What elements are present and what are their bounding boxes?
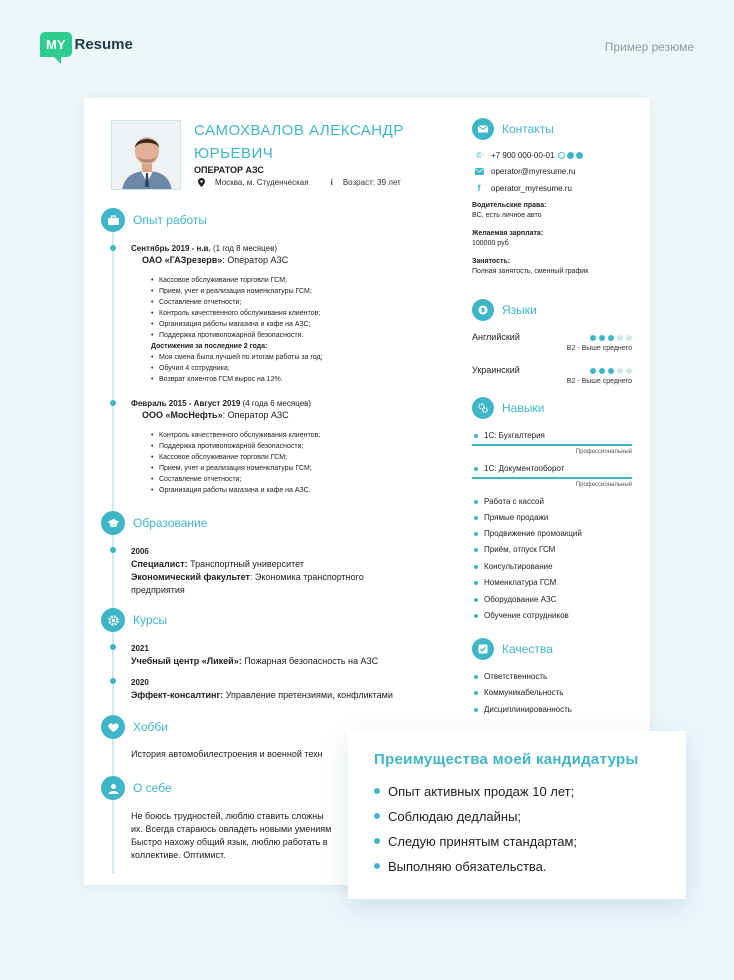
contact-facebook[interactable] bbox=[474, 183, 572, 193]
rating-dot bbox=[590, 368, 596, 374]
job-company: ОАО «ГАЗрезерв» bbox=[142, 255, 223, 265]
bullet-icon bbox=[474, 548, 478, 552]
job-duration: (1 год 8 месяцев) bbox=[210, 244, 277, 253]
employment-label: Занятость: bbox=[472, 258, 511, 265]
course-org: Эффект-консалтинг: bbox=[131, 690, 224, 700]
list-item: • Прием, учет и реализация номенклатуры ГСМ; bbox=[151, 463, 320, 474]
bullet-icon bbox=[474, 691, 478, 695]
bullet-icon bbox=[474, 532, 478, 536]
age-text: Возраст: 39 лет bbox=[342, 178, 401, 187]
facebook-icon: f bbox=[477, 183, 481, 193]
bullet-icon bbox=[474, 598, 478, 602]
section-contacts-title: Контакты bbox=[502, 122, 554, 136]
gears-icon bbox=[472, 397, 494, 419]
skill-item bbox=[474, 562, 553, 571]
bullet-icon bbox=[474, 516, 478, 520]
education-entry bbox=[131, 545, 364, 597]
job-duration: (4 года 6 месяцев) bbox=[240, 399, 312, 408]
list-item: • Составление отчетности; bbox=[151, 297, 323, 308]
bullet-icon bbox=[474, 708, 478, 712]
candidate-name bbox=[194, 119, 434, 165]
section-education-title: Образование bbox=[133, 516, 208, 530]
list-item: • Кассовое обслуживание торговли ГСМ; bbox=[151, 452, 320, 463]
rating-dot bbox=[617, 368, 623, 374]
section-hobby-title: Хобби bbox=[133, 720, 168, 734]
skill-level: Профессиональный bbox=[575, 449, 632, 455]
skill-name: Продвижение промоакций bbox=[484, 529, 582, 538]
quality-item bbox=[474, 688, 563, 697]
rating-dot bbox=[599, 368, 605, 374]
advantages-card bbox=[348, 731, 686, 899]
skill-item bbox=[474, 464, 564, 473]
location-item bbox=[198, 178, 309, 187]
section-languages-title: Языки bbox=[502, 303, 537, 317]
section-contacts-header bbox=[472, 118, 554, 140]
brand-logo-badge: MY bbox=[40, 32, 72, 57]
heart-icon bbox=[101, 715, 125, 739]
skill-item bbox=[474, 497, 544, 506]
skill-name: Прямые продажи bbox=[484, 513, 549, 522]
education-faculty-value: : Экономика транспортного bbox=[249, 572, 364, 582]
education-year: 2006 bbox=[131, 547, 149, 556]
job-entry bbox=[131, 243, 323, 385]
messenger-icons bbox=[558, 152, 583, 159]
about-line: их. Всегда стараюсь овладеть новыми умениям bbox=[131, 824, 332, 834]
rating-dot bbox=[608, 368, 614, 374]
email-text: operator@myresume.ru bbox=[491, 167, 576, 176]
section-courses-header bbox=[101, 608, 167, 632]
section-qualities-title: Качества bbox=[502, 642, 553, 656]
briefcase-icon bbox=[101, 208, 125, 232]
job-duties-list bbox=[151, 430, 320, 496]
about-text bbox=[131, 810, 331, 862]
section-experience-header bbox=[101, 208, 207, 232]
list-item: • Возврат клиентов ГСМ вырос на 12%. bbox=[151, 374, 323, 385]
rating-dot bbox=[617, 335, 623, 341]
phone-icon: ✆ bbox=[475, 151, 483, 160]
language-name: Английский bbox=[472, 332, 520, 342]
education-faculty-label: Экономический факультет bbox=[131, 572, 250, 582]
license-label: Водительские права: bbox=[472, 202, 547, 209]
language-level: B2 - Выше среднего bbox=[566, 345, 632, 352]
education-faculty-value-cont: предприятия bbox=[131, 585, 185, 595]
language-rating bbox=[590, 335, 632, 341]
candidate-name-line2: ЮРЬЕВИЧ bbox=[194, 145, 274, 162]
skill-name: Номенклатура ГСМ bbox=[484, 578, 557, 587]
quality-name: Ответственность bbox=[484, 672, 548, 681]
language-level: B2 - Выше среднего bbox=[566, 378, 632, 385]
timeline-dot bbox=[110, 547, 116, 553]
course-entry bbox=[131, 676, 393, 702]
skill-name: 1С: Документооборот bbox=[484, 464, 565, 473]
gear-icon bbox=[101, 608, 125, 632]
list-item: • Моя смена была лучшей по итогам работы за год; bbox=[151, 352, 323, 363]
employment-info bbox=[472, 257, 588, 277]
age-item bbox=[331, 178, 401, 187]
job-period: Февраль 2015 - Август 2019 bbox=[131, 399, 241, 408]
course-entry bbox=[131, 642, 378, 668]
list-item: • Контроль качественного обслуживания клиентов; bbox=[151, 308, 323, 319]
skill-item bbox=[474, 578, 556, 587]
skill-item bbox=[474, 611, 569, 620]
advantages-title: Преимущества моей кандидатуры bbox=[374, 751, 639, 768]
about-line: Быстро нахожу общий язык, люблю работать в bbox=[131, 837, 328, 847]
phone-text: +7 900 000-00-01 bbox=[491, 151, 555, 160]
skill-name: Приём, отпуск ГСМ bbox=[484, 545, 556, 554]
list-item: • Поддержка противопожарной безопасности; bbox=[151, 441, 320, 452]
bullet-icon bbox=[474, 581, 478, 585]
job-company: ООО «МосНефть» bbox=[142, 410, 223, 420]
list-item: • Организация работы магазина и кафе на АЗС; bbox=[151, 319, 323, 330]
list-item: • Составление отчетности; bbox=[151, 474, 320, 485]
quality-name: Дисциплинированность bbox=[484, 705, 572, 714]
skill-item bbox=[474, 513, 548, 522]
section-courses-title: Курсы bbox=[133, 613, 168, 627]
skill-name: 1С: Бухгалтерия bbox=[484, 431, 545, 440]
timeline-dot bbox=[110, 678, 116, 684]
language-rating bbox=[590, 368, 632, 374]
job-entry bbox=[131, 398, 320, 496]
timeline-dot bbox=[110, 245, 116, 251]
section-skills-header bbox=[472, 397, 544, 419]
bullet-icon bbox=[474, 467, 478, 471]
skill-item bbox=[474, 545, 555, 554]
quality-item bbox=[474, 672, 547, 681]
employment-value: Полная занятость, сменный график bbox=[472, 268, 589, 275]
candidate-position: ОПЕРАТОР АЗС bbox=[194, 165, 264, 175]
list-item: • Обучил 4 сотрудника; bbox=[151, 363, 323, 374]
timeline-dot bbox=[110, 644, 116, 650]
language-item bbox=[472, 365, 632, 385]
rating-dot bbox=[626, 335, 632, 341]
section-qualities-header bbox=[472, 638, 553, 660]
section-languages-header bbox=[472, 299, 537, 321]
sample-label: Пример резюме bbox=[604, 40, 694, 54]
achievements-title: Достижения за последние 2 года: bbox=[151, 343, 268, 350]
bullet-icon bbox=[474, 675, 478, 679]
location-pin-icon bbox=[198, 178, 205, 187]
rating-dot bbox=[608, 335, 614, 341]
skill-name: Работа с кассой bbox=[484, 497, 544, 506]
salary-info bbox=[472, 229, 543, 249]
bullet-icon bbox=[474, 565, 478, 569]
bullet-icon bbox=[474, 434, 478, 438]
skill-item bbox=[474, 431, 545, 440]
job-role: : Оператор АЗС bbox=[222, 255, 289, 265]
candidate-name-line1: САМОХВАЛОВ АЛЕКСАНДР bbox=[194, 122, 404, 139]
viber-icon bbox=[567, 152, 574, 159]
education-degree-value: Транспортный университет bbox=[187, 559, 304, 569]
brand-logo[interactable] bbox=[40, 32, 133, 57]
course-topic: Пожарная безопасность на АЗС bbox=[241, 656, 379, 666]
section-skills-title: Навыки bbox=[502, 401, 545, 415]
envelope-icon bbox=[472, 118, 494, 140]
rating-dot bbox=[599, 335, 605, 341]
salary-label: Желаемая зарплата: bbox=[472, 230, 544, 237]
whatsapp-icon bbox=[558, 152, 565, 159]
skill-level-bar bbox=[472, 444, 632, 446]
about-line: Не боюсь трудностей, люблю ставить сложны bbox=[131, 811, 324, 821]
job-period: Сентябрь 2019 - н.в. bbox=[131, 244, 211, 253]
course-year: 2020 bbox=[131, 678, 149, 687]
skill-name: Консультирование bbox=[484, 562, 553, 571]
checkbox-icon bbox=[472, 638, 494, 660]
course-org: Учебный центр «Ликей»: bbox=[131, 656, 242, 666]
person-icon bbox=[101, 776, 125, 800]
skill-item bbox=[474, 529, 582, 538]
job-role: : Оператор АЗС bbox=[222, 410, 289, 420]
list-item: • Прием, учет и реализация номенклатуры ГСМ; bbox=[151, 286, 323, 297]
list-item: Опыт активных продаж 10 лет; bbox=[374, 779, 660, 804]
location-text: Москва, м. Студенческая bbox=[215, 178, 309, 187]
section-hobby-header bbox=[101, 715, 168, 739]
profile-photo bbox=[111, 120, 181, 190]
rating-dot bbox=[626, 368, 632, 374]
skill-level: Профессиональный bbox=[575, 482, 632, 488]
license-value: BC, есть личное авто bbox=[472, 212, 542, 219]
language-name: Украинский bbox=[472, 365, 520, 375]
about-line: коллективе. Оптимист. bbox=[131, 850, 226, 860]
list-item: • Кассовое обслуживание торговли ГСМ; bbox=[151, 275, 323, 286]
salary-value: 100000 руб bbox=[472, 240, 509, 247]
telegram-icon bbox=[576, 152, 583, 159]
contact-email[interactable] bbox=[474, 167, 576, 176]
rating-dot bbox=[590, 335, 596, 341]
globe-icon bbox=[472, 299, 494, 321]
section-experience-title: Опыт работы bbox=[133, 213, 208, 227]
skill-name: Оборудование АЗС bbox=[484, 595, 557, 604]
quality-item bbox=[474, 705, 572, 714]
mail-icon bbox=[474, 168, 484, 175]
course-topic: Управление претензиями, конфликтами bbox=[223, 690, 393, 700]
facebook-text: operator_myresume.ru bbox=[491, 183, 572, 193]
graduation-cap-icon bbox=[101, 511, 125, 535]
hobby-text: История автомобилестроения и военной техн bbox=[131, 749, 323, 759]
info-icon: i bbox=[330, 178, 333, 187]
skill-name: Обучение сотрудников bbox=[484, 611, 569, 620]
language-item bbox=[472, 332, 632, 352]
course-year: 2021 bbox=[131, 644, 149, 653]
skill-item bbox=[474, 595, 556, 604]
list-item: Соблюдаю дедлайны; bbox=[374, 804, 660, 829]
person-photo-icon bbox=[112, 121, 181, 190]
brand-logo-text: Resume bbox=[74, 36, 133, 53]
list-item: • Поддержка противопожарной безопасности. bbox=[151, 330, 323, 341]
quality-name: Коммуникабельность bbox=[484, 688, 564, 697]
skill-level-bar bbox=[472, 477, 632, 479]
bullet-icon bbox=[474, 614, 478, 618]
list-item: Выполняю обязательства. bbox=[374, 854, 660, 879]
timeline-dot bbox=[110, 400, 116, 406]
list-item: • Контроль качественного обслуживания клиентов; bbox=[151, 430, 320, 441]
list-item: • Организация работы магазина и кафе на АЗС. bbox=[151, 485, 320, 496]
job-duties-list bbox=[151, 275, 323, 341]
contact-phone[interactable] bbox=[474, 151, 583, 160]
list-item: Следую принятым стандартам; bbox=[374, 829, 660, 854]
section-about-header bbox=[101, 776, 172, 800]
achievements-list bbox=[151, 352, 323, 385]
section-education-header bbox=[101, 511, 207, 535]
education-degree-label: Специалист: bbox=[131, 559, 188, 569]
license-info bbox=[472, 201, 546, 221]
advantages-list bbox=[374, 779, 660, 879]
candidate-meta bbox=[198, 178, 401, 187]
section-about-title: О себе bbox=[133, 781, 172, 795]
bullet-icon bbox=[474, 500, 478, 504]
